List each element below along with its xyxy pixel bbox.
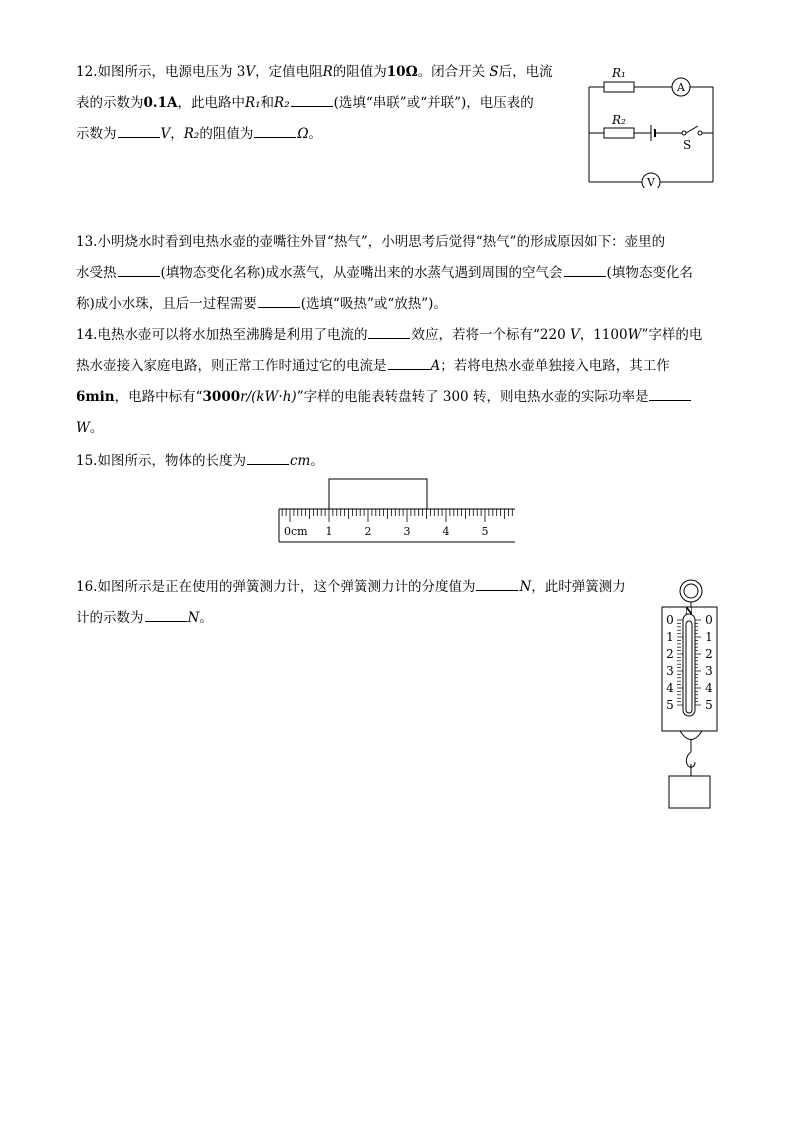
left-label-5: 5 [666,698,674,712]
indicator [686,621,692,713]
left-label-2: 2 [666,647,674,661]
q16-line-1: 16.如图所示是正在使用的弹簧测力计，这个弹簧测力计的分度值为 N，此时弹簧测力 [76,572,626,603]
resistor-r1 [604,82,634,92]
right-label-2: 2 [705,647,713,661]
q16-line-2: 计的示数为 N。 [76,603,626,634]
right-label-1: 1 [705,630,713,644]
answer-blank[interactable] [649,386,691,401]
answer-blank[interactable] [254,123,296,138]
ruler-label-3: 3 [403,525,411,538]
left-label-0: 0 [666,613,674,627]
q12-line-3: 示数为 V，R₂的阻值为 Ω。 [76,119,553,150]
left-label-3: 3 [666,664,674,678]
ruler-label-4: 4 [442,525,450,538]
ruler-label-5: 5 [481,525,489,538]
left-label-1: 1 [666,630,674,644]
answer-blank[interactable] [118,123,160,138]
answer-blank[interactable] [291,92,333,107]
answer-blank[interactable] [258,293,300,308]
ruler-label-0: 0cm [284,525,308,538]
r1-label: R₁ [612,66,626,80]
answer-blank[interactable] [118,262,160,277]
top-ring [680,580,702,602]
voltmeter-label: V [647,176,655,188]
question-12 [76,57,553,150]
answer-blank[interactable] [145,607,187,622]
question-13 [76,227,693,320]
q12-line-2: 表的示数为0.1A，此电路中R₁和R₂ (选填“串联”或“并联”)，电压表的 [76,88,553,119]
ruler-diagram [276,476,518,544]
measured-object [329,479,427,509]
q14-line-3: 6min，电路中标有“3000r/(kW·h)”字样的电能表转盘转了 300 转，则电热水壶的实际功率是 [76,382,702,413]
circuit-diagram [584,60,720,188]
answer-blank[interactable] [247,450,289,465]
answer-blank[interactable] [368,324,410,339]
switch-label: S [683,138,692,152]
answer-blank[interactable] [564,262,606,277]
right-label-4: 4 [705,681,713,695]
q14-line-1: 14.电热水壶可以将水加热至沸腾是利用了电流的 效应，若将一个标有“220 V，1100W”字样的电 [76,320,702,351]
ruler-label-2: 2 [364,525,372,538]
answer-blank[interactable] [476,576,518,591]
q13-line-2: 水受热 (填物态变化名称)成水蒸气，从壶嘴出来的水蒸气遇到周围的空气会 (填物态变化名 [76,258,693,289]
question-15: 15.如图所示，物体的长度为 cm。 [76,446,324,477]
hanging-weight [669,776,710,808]
right-label-3: 3 [705,664,713,678]
ammeter-label: A [677,81,685,94]
q13-line-3: 称)成小水珠，且后一过程需要 (选填“吸热”或“放热”)。 [76,289,693,320]
right-label-5: 5 [705,698,713,712]
right-label-0: 0 [705,613,713,627]
question-16 [76,572,626,634]
resistor-r2 [604,128,634,138]
question-14 [76,320,702,444]
q14-line-2: 热水壶接入家庭电路，则正常工作时通过它的电流是 A；若将电热水壶单独接入电路，其工作 [76,351,702,382]
switch-icon [686,126,698,133]
scale-unit: N [684,607,694,617]
spring-tube [683,614,695,716]
q13-line-1: 13.小明烧水时看到电热水壶的壶嘴往外冒“热气”，小明思考后觉得“热气”的形成原因如下：壶里的 [76,234,666,250]
r2-label: R₂ [612,113,626,127]
left-label-4: 4 [666,681,674,695]
ruler [279,509,515,542]
q12-line-1: 12.如图所示，电源电压为 3V，定值电阻R的阻值为10Ω。闭合开关 S后，电流 [76,64,553,80]
answer-blank[interactable] [388,355,430,370]
ruler-label-1: 1 [325,525,333,538]
spring-scale-diagram [658,576,722,812]
q14-line-4: W。 [76,420,104,436]
